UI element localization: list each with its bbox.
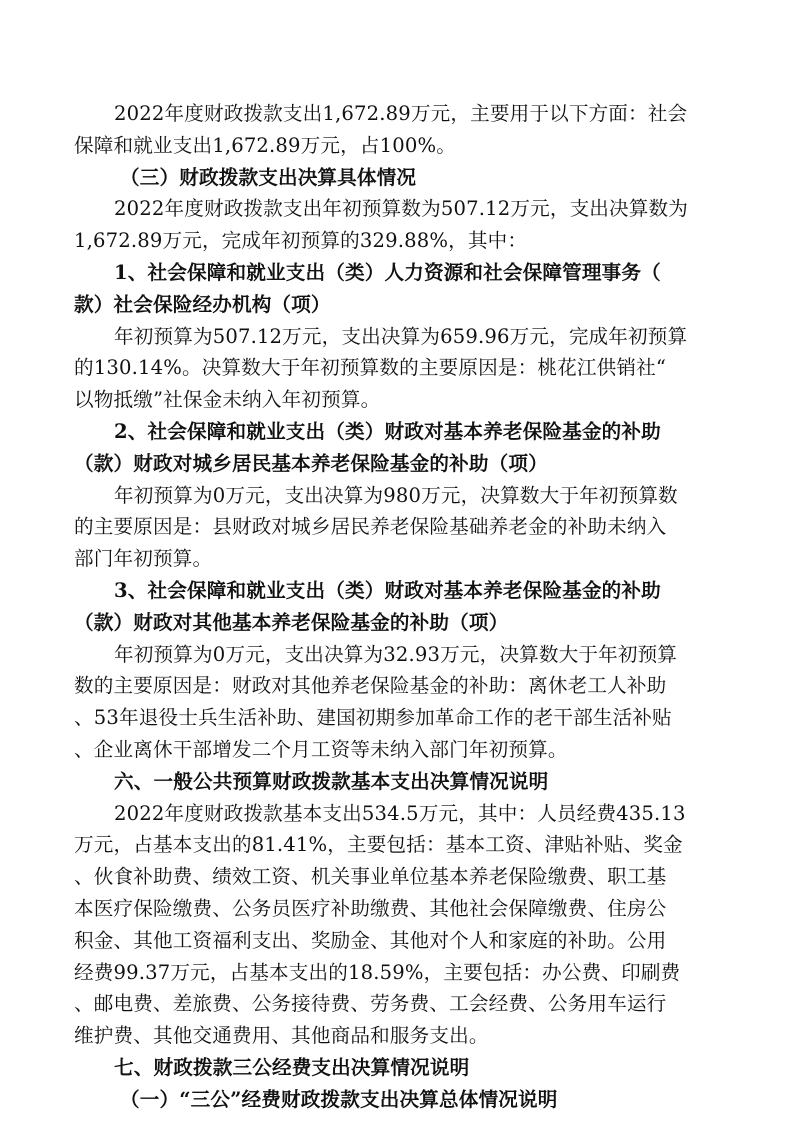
paragraph-line: 的130.14%。决算数大于年初预算数的主要原因是：桃花江供销社“ <box>74 356 666 380</box>
paragraph-line: 年初预算为0万元，支出决算为32.93万元，决算数大于年初预算 <box>114 642 678 666</box>
paragraph-line: 维护费、其他交通费用、其他商品和服务支出。 <box>74 1024 489 1048</box>
section-heading-line: （三）财政拨款支出决算具体情况 <box>120 165 417 189</box>
paragraph-line: 1,672.89万元，完成年初预算的329.88%，其中： <box>74 229 528 253</box>
paragraph-line: 以物抵缴”社保金未纳入年初预算。 <box>74 388 381 412</box>
paragraph-line: 经费99.37万元，占基本支出的18.59%，主要包括：办公费、印刷费 <box>74 960 681 984</box>
section-heading-line: 1、社会保障和就业支出（类）人力资源和社会保障管理事务（ <box>114 260 661 284</box>
paragraph-line: 的主要原因是：县财政对城乡居民养老保险基础养老金的补助未纳入 <box>74 515 667 539</box>
paragraph-line: 积金、其他工资福利支出、奖励金、其他对个人和家庭的补助。公用 <box>74 928 667 952</box>
paragraph-line: 部门年初预算。 <box>74 547 213 571</box>
section-heading-line: 六、一般公共预算财政拨款基本支出决算情况说明 <box>114 769 549 793</box>
paragraph-line: 、邮电费、差旅费、公务接待费、劳务费、工会经费、公务用车运行 <box>74 992 667 1016</box>
section-heading-line: （一）“三公”经费财政拨款支出决算总体情况说明 <box>120 1087 558 1111</box>
paragraph-line: 、企业离休干部增发二个月工资等未纳入部门年初预算。 <box>74 737 568 761</box>
section-heading-line: 3、社会保障和就业支出（类）财政对基本养老保险基金的补助 <box>114 578 661 602</box>
paragraph-line: 本医疗保险缴费、公务员医疗补助缴费、其他社会保障缴费、住房公 <box>74 896 667 920</box>
paragraph-line: 年初预算为0万元，支出决算为980万元，决算数大于年初预算数 <box>114 483 678 507</box>
paragraph-line: 保障和就业支出1,672.89万元，占100%。 <box>74 133 456 157</box>
section-heading-line: 七、财政拨款三公经费支出决算情况说明 <box>114 1055 470 1079</box>
paragraph-line: 2022年度财政拨款支出1,672.89万元，主要用于以下方面：社会 <box>114 102 688 125</box>
paragraph-line: 数的主要原因是：财政对其他养老保险基金的补助：离休老工人补助 <box>74 674 667 698</box>
section-heading-line: （款）财政对城乡居民基本养老保险基金的补助（项） <box>74 451 548 475</box>
section-heading-line: 款）社会保险经办机构（项） <box>74 292 331 316</box>
section-heading-line: （款）财政对其他基本养老保险基金的补助（项） <box>74 610 509 634</box>
document-page <box>74 98 722 1116</box>
paragraph-line: 2022年度财政拨款基本支出534.5万元，其中：人员经费435.13 <box>114 801 686 825</box>
paragraph-line: 、53年退役士兵生活补助、建国初期参加革命工作的老干部生活补贴 <box>74 706 672 730</box>
paragraph-line: 2022年度财政拨款支出年初预算数为507.12万元，支出决算数为 <box>114 197 689 221</box>
paragraph-line: 万元，占基本支出的81.41%，主要包括：基本工资、津贴补贴、奖金 <box>74 833 683 857</box>
paragraph-line: 年初预算为507.12万元，支出决算为659.96万元，完成年初预算 <box>114 324 688 348</box>
paragraph-line: 、伙食补助费、绩效工资、机关事业单位基本养老保险缴费、职工基 <box>74 865 667 889</box>
section-heading-line: 2、社会保障和就业支出（类）财政对基本养老保险基金的补助 <box>114 419 661 443</box>
